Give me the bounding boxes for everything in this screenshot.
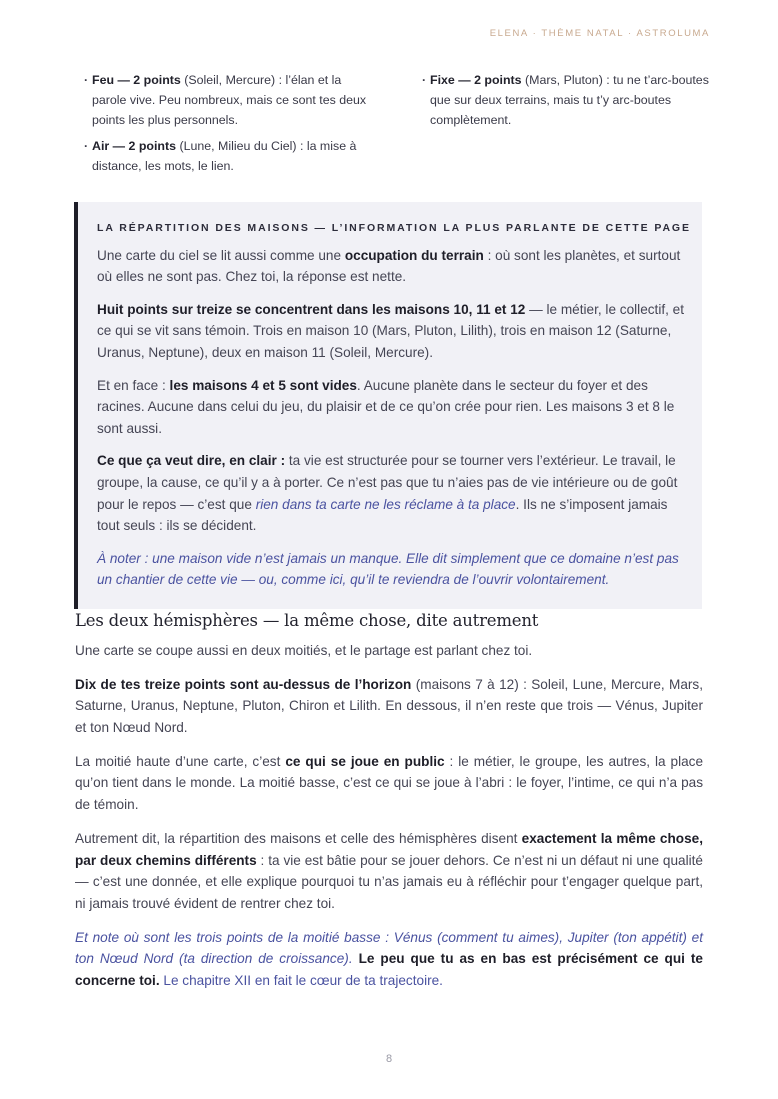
page-number: 8	[385, 1053, 393, 1065]
emphasis: occupation du terrain	[344, 247, 484, 263]
item-detail: (Lune, Milieu du Ciel) : la mise à distance, les mots, le lien.	[92, 139, 357, 173]
emphasis: Dix de tes treize points sont au-dessus de l’horizon	[75, 676, 412, 692]
emphasis: exactement la même chose, par deux chemins différents	[75, 830, 703, 868]
text: . Ils ne s’imposent jamais tout seuls : ils se décident.	[97, 496, 668, 534]
houses-callout	[74, 202, 702, 609]
text: : où sont les planètes, et surtout où elles ne sont pas. Chez toi, la réponse est nette.	[97, 247, 681, 285]
text: Autrement dit, la répartition des maisons et celle des hémisphères disent	[75, 830, 522, 846]
element-list-right	[422, 70, 710, 182]
callout-note: À noter : une maison vide n’est jamais un manque. Elle dit simplement que ce domaine n’est pas un chantier de cette vie — ou, comme ici, qu’il te reviendra de l’ouvrir volontairement.	[97, 550, 679, 588]
emphasis: Le peu que tu as en bas est précisément ce qui te concerne toi.	[75, 951, 703, 988]
text: : le métier, le groupe, les autres, la place qu’on tient dans le monde. La moitié basse, c’est ce qui se joue à l’abri : le foyer, l’intime, ce qui n’a pas de témoin.	[75, 753, 704, 812]
element-list-left	[84, 70, 372, 182]
text: ta vie est structurée pour se tourner vers l’extérieur. Le travail, le groupe, la cause, ce qu’il y a à porter. Ce n’est pas que tu n’aies pas de vie intérieure ou de goût pour le repos — c’est que	[97, 453, 678, 512]
list-item	[422, 70, 710, 130]
text: Une carte du ciel se lit aussi comme une	[97, 247, 345, 263]
item-label: Feu — 2 points	[92, 73, 181, 87]
text: : ta vie est bâtie pour se jouer dehors. Ce n’est ni un défaut ni une qualité — c’est une donnée, et elle explique pourquoi tu n’as jamais eu à réfléchir pour t’engager quelque part, ni jamais trouvé évident de rentrer chez toi.	[75, 852, 703, 911]
element-breakdown	[84, 70, 710, 182]
list-item	[84, 136, 372, 176]
emphasis: Huit points sur treize se concentrent dans les maisons 10, 11 et 12	[97, 301, 526, 317]
item-detail: (Mars, Pluton) : tu ne t’arc-boutes que sur deux terrains, mais tu t’y arc-boutes complètement.	[430, 73, 709, 127]
body-paragraph	[75, 927, 703, 992]
callout-paragraph	[97, 450, 684, 536]
emphasis: Ce que ça veut dire, en clair :	[97, 453, 286, 469]
emphasis: ce qui se joue en public	[285, 753, 445, 769]
body-paragraph	[75, 751, 703, 816]
body-paragraph	[75, 674, 703, 739]
list-item	[84, 70, 372, 130]
hemispheres-section	[75, 610, 703, 1004]
body-paragraph	[75, 828, 703, 914]
item-detail: (Soleil, Mercure) : l’élan et la parole vive. Peu nombreux, mais ce sont tes deux points les plus personnels.	[92, 73, 367, 127]
chapter-reference: Le chapitre XII en fait le cœur de ta trajectoire.	[159, 972, 443, 988]
text: La moitié haute d’une carte, c’est	[75, 753, 286, 769]
callout-paragraph	[97, 375, 684, 440]
highlight-italic: rien dans ta carte ne les réclame à ta place	[255, 496, 516, 512]
text: — le métier, le collectif, et ce qui se vit sans témoin. Trois en maison 10 (Mars, Pluton, Lilith), trois en maison 12 (Saturne, Uranus, Neptune), deux en maison 11 (Soleil, Mercure).	[97, 301, 685, 360]
highlight-italic: Et note où sont les trois points de la moitié basse : Vénus (comment tu aimes), Jupiter (ton appétit) et ton Nœud Nord (ta direction de croissance).	[75, 929, 703, 967]
body-paragraph: Une carte se coupe aussi en deux moitiés, et le partage est parlant chez toi.	[75, 642, 533, 658]
callout-kicker: LA RÉPARTITION DES MAISONS — L’INFORMATION LA PLUS PARLANTE DE CETTE PAGE	[97, 222, 691, 234]
text: . Aucune planète dans le secteur du foyer et des racines. Aucune dans celui du jeu, du plaisir et de ce qu’on crée pour rien. Les maisons 3 et 8 le sont aussi.	[97, 377, 675, 436]
emphasis: les maisons 4 et 5 sont vides	[169, 377, 357, 393]
item-label: Air — 2 points	[92, 139, 176, 153]
running-header: ELENA · THÈME NATAL · ASTROLUMA	[489, 28, 710, 39]
item-label: Fixe — 2 points	[430, 73, 522, 87]
text: (maisons 7 à 12) : Soleil, Lune, Mercure, Mars, Saturne, Uranus, Neptune, Pluton, Chiron et Lilith. En dessous, il n’en reste que trois — Vénus, Jupiter et ton Nœud Nord.	[75, 676, 704, 735]
text: Et en face :	[97, 377, 170, 393]
callout-paragraph	[97, 245, 684, 288]
callout-paragraph	[97, 299, 684, 364]
section-title: Les deux hémisphères — la même chose, dite autrement	[75, 611, 539, 630]
